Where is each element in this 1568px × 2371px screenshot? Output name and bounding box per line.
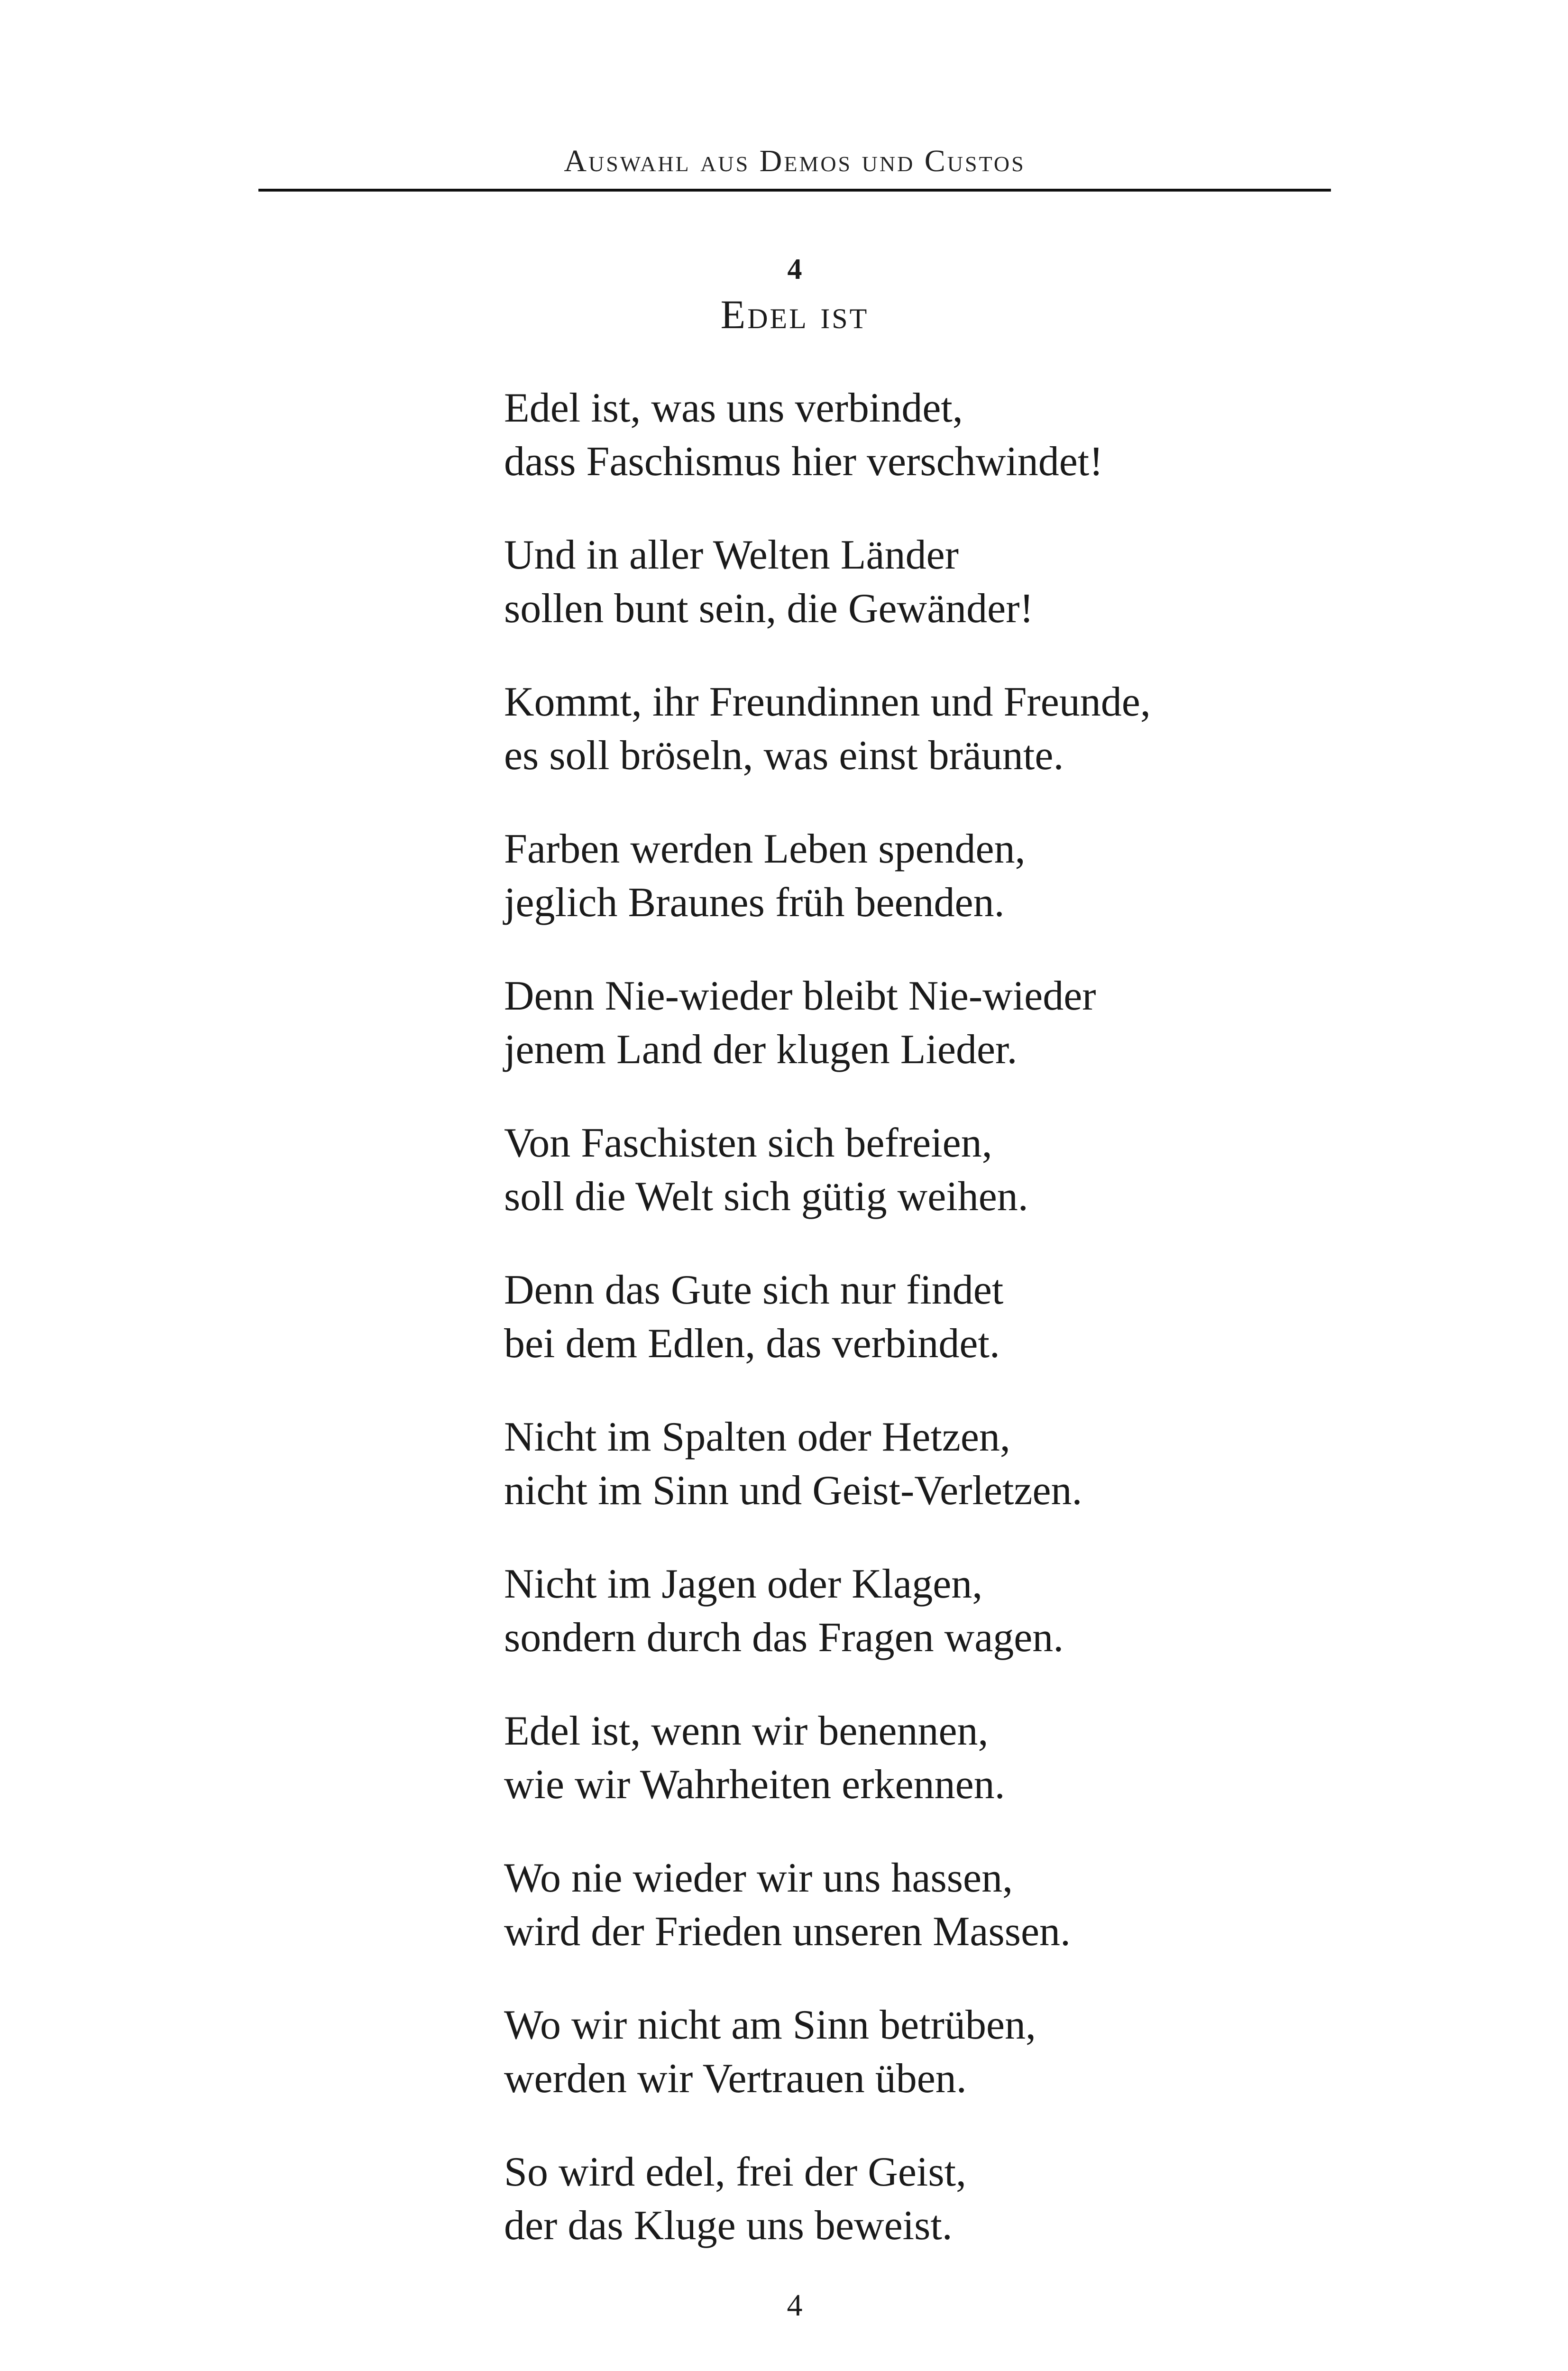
poem-body: [504, 381, 1405, 2292]
stanza-6: [504, 1116, 1405, 1263]
verse-line: Edel ist, wenn wir benennen,: [504, 1708, 989, 1754]
stanza-10: [504, 1704, 1405, 1851]
stanza-4: [504, 822, 1405, 969]
verse-line: soll die Welt sich gütig weihen.: [504, 1174, 1028, 1220]
verse-line: Wo wir nicht am Sinn betrüben,: [504, 2002, 1036, 2048]
stanza-11: [504, 1851, 1405, 1998]
verse-line: sondern durch das Fragen wagen.: [504, 1615, 1064, 1661]
stanza-9: [504, 1557, 1405, 1704]
header-rule: [258, 189, 1331, 192]
verse-line: jeglich Braunes früh beenden.: [504, 880, 1005, 926]
verse-line: Nicht im Jagen oder Klagen,: [504, 1561, 983, 1607]
verse-line: wie wir Wahrheiten erkennen.: [504, 1762, 1005, 1808]
verse-line: Kommt, ihr Freundinnen und Freunde,: [504, 679, 1151, 725]
verse-line: So wird edel, frei der Geist,: [504, 2149, 967, 2195]
verse-line: wird der Frieden unseren Massen.: [504, 1909, 1071, 1955]
stanza-1: [504, 381, 1405, 528]
verse-line: Farben werden Leben spenden,: [504, 826, 1026, 872]
stanza-5: [504, 969, 1405, 1116]
verse-line: der das Kluge uns beweist.: [504, 2203, 953, 2249]
verse-line: bei dem Edlen, das verbindet.: [504, 1321, 1000, 1367]
poem-title: Edel ist: [720, 292, 869, 337]
verse-line: Von Faschisten sich befreien,: [504, 1120, 992, 1166]
verse-line: Denn das Gute sich nur findet: [504, 1267, 1004, 1313]
stanza-2: [504, 528, 1405, 675]
verse-line: Denn Nie-wieder bleibt Nie-wieder: [504, 973, 1096, 1019]
poem-number: 4: [787, 253, 802, 285]
running-head: Auswahl aus Demos und Custos: [564, 144, 1026, 178]
verse-line: nicht im Sinn und Geist-Verletzen.: [504, 1468, 1082, 1514]
stanza-8: [504, 1410, 1405, 1557]
stanza-7: [504, 1263, 1405, 1410]
verse-line: sollen bunt sein, die Gewänder!: [504, 586, 1034, 632]
verse-line: Und in aller Welten Länder: [504, 532, 959, 578]
verse-line: jenem Land der klugen Lieder.: [504, 1027, 1018, 1073]
stanza-12: [504, 1998, 1405, 2145]
page-number: 4: [787, 2288, 803, 2323]
verse-line: Wo nie wieder wir uns hassen,: [504, 1855, 1013, 1901]
stanza-3: [504, 675, 1405, 822]
verse-line: Edel ist, was uns verbindet,: [504, 385, 963, 431]
stanza-13: [504, 2145, 1405, 2292]
verse-line: werden wir Vertrauen üben.: [504, 2056, 967, 2102]
verse-line: es soll bröseln, was einst bräunte.: [504, 733, 1064, 779]
verse-line: dass Faschismus hier verschwindet!: [504, 439, 1103, 485]
verse-line: Nicht im Spalten oder Hetzen,: [504, 1414, 1010, 1460]
